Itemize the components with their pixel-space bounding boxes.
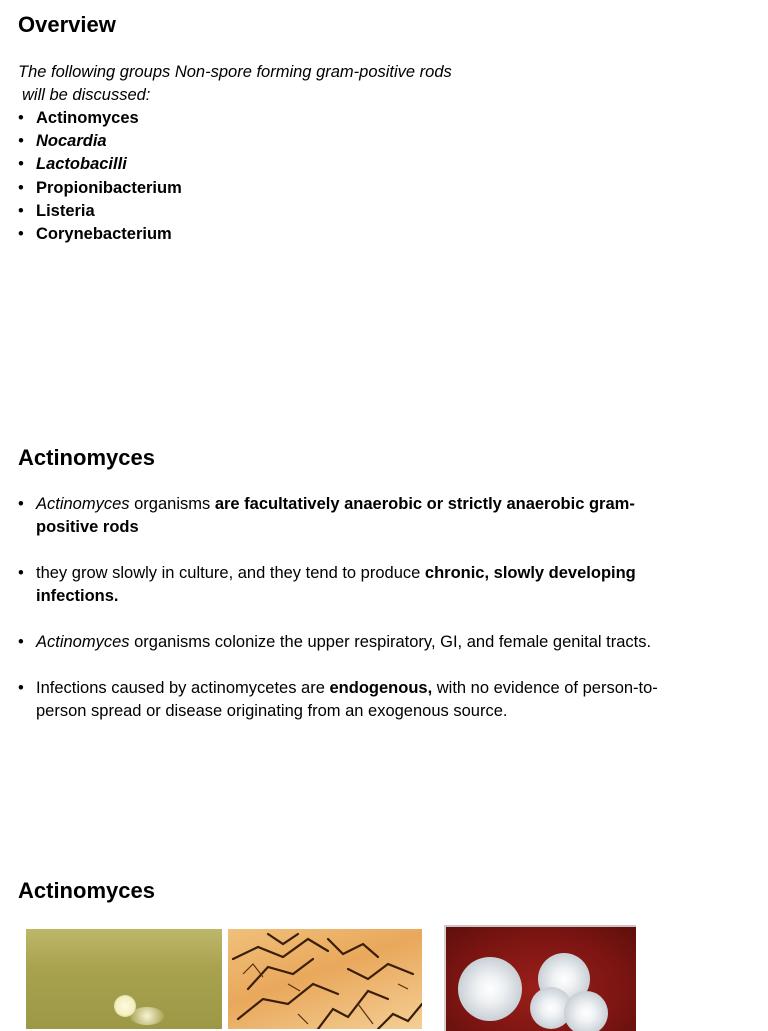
group-list [18, 107, 182, 246]
list-item: • Corynebacterium [18, 223, 182, 246]
list-item: • Nocardia [18, 130, 182, 153]
bullet-emphasis: are facultatively anaerobic or strictly anaerobic gram-positive rods [36, 495, 635, 537]
bullet-emphasis: endogenous, [329, 678, 433, 697]
colony-icon [564, 991, 608, 1031]
intro-line-1: The following groups Non-spore forming gram-positive rods [18, 63, 452, 81]
intro-line-2: will be discussed: [22, 86, 151, 104]
list-item: • Listeria [18, 200, 182, 223]
colony-highlight [130, 1007, 164, 1025]
bullet-item [18, 677, 668, 723]
colony-icon [458, 957, 522, 1021]
actinomyces-title: Actinomyces [18, 445, 155, 470]
overview-intro [18, 61, 538, 107]
bullet-text: they grow slowly in culture, and they tend to produce [36, 563, 425, 582]
bullet-item [18, 493, 668, 539]
bullet-text: Infections caused by actinomycetes are [36, 678, 330, 697]
organism-name: Actinomyces [36, 495, 130, 513]
list-item: • Propionibacterium [18, 177, 182, 200]
overview-title: Overview [18, 12, 116, 37]
filaments-illustration [228, 929, 422, 1029]
organism-name: Actinomyces [36, 632, 130, 651]
bullet-item [18, 562, 668, 608]
culture-photo-1 [26, 929, 222, 1029]
actinomyces-images-slide-title-wrap [18, 878, 155, 904]
bullet-item [18, 631, 668, 654]
actinomyces-bullets [18, 493, 668, 745]
actinomyces-images-title: Actinomyces [18, 878, 155, 903]
list-item: • Actinomyces [18, 107, 182, 130]
bullet-text: with no evidence of person-to-person spread or disease originating from an exogenous source. [36, 678, 658, 720]
bullet-text: organisms [129, 495, 215, 513]
actinomyces-slide-title-wrap [18, 445, 155, 471]
bullet-emphasis: chronic, slowly developing infections. [36, 563, 636, 606]
microscopy-photo [228, 929, 422, 1029]
bullet-text: organisms colonize the upper respiratory, GI, and female genital tracts. [129, 632, 652, 651]
overview-slide-title-wrap [18, 12, 116, 38]
list-item: • Lactobacilli [18, 153, 182, 176]
blood-agar-photo [444, 925, 636, 1031]
